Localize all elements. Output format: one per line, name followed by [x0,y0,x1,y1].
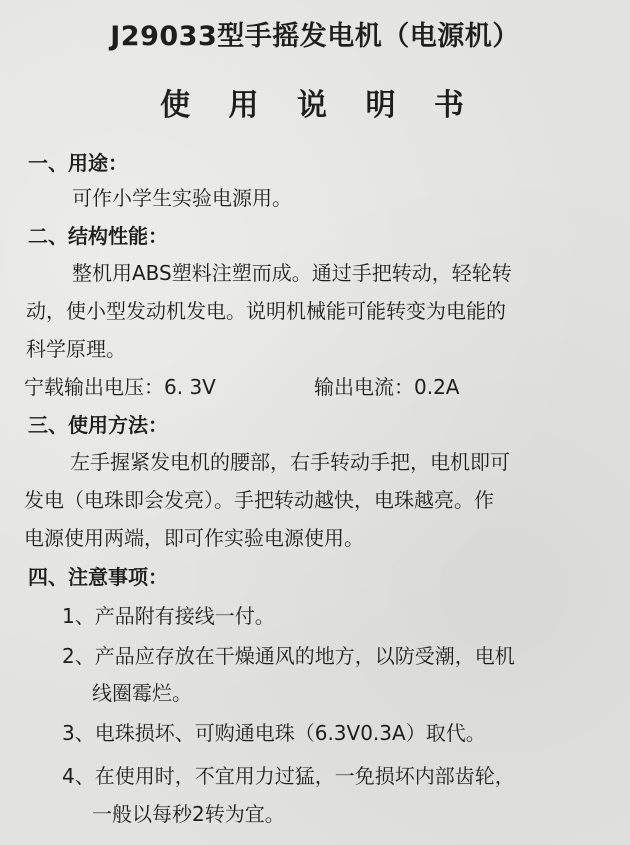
document-title: J29033型手摇发电机（电源机） [110,21,520,52]
section-heading-usage: 三、使用方法： [28,413,168,437]
purpose-line: 可作小学生实验电源用。 [72,186,292,210]
usage-line-3: 电源使用两端，即可作实验电源使用。 [24,526,364,550]
note-item-1: 1、产品附有接线一付。 [62,604,275,628]
usage-line-2: 发电（电珠即会发亮）。手把转动越快，电珠越亮。作 [24,488,494,512]
section-heading-notes: 四、注意事项： [28,565,168,589]
structure-line-3: 科学原理。 [26,337,126,361]
section-heading-structure: 二、结构性能： [28,224,168,248]
document-subtitle: 使 用 说 明 书 [160,88,478,123]
note-item-4-cont: 一般以每秒2转为宜。 [92,802,285,826]
spec-current: 输出电流：0.2A [314,375,460,399]
structure-line-1: 整机用ABS塑料注塑而成。通过手把转动，轻轮转 [72,261,512,285]
spec-voltage: 宁载输出电压：6. 3V [24,375,216,399]
note-item-3: 3、电珠损坏、可购通电珠（6.3V0.3A）取代。 [62,721,486,745]
note-item-2: 2、产品应存放在干燥通风的地方，以防受潮，电机 [62,644,515,668]
structure-line-2: 动，使小型发动机发电。说明机械能可能转变为电能的 [26,299,506,323]
usage-line-1: 左手握紧发电机的腰部，右手转动手把，电机即可 [70,450,510,474]
note-item-2-cont: 线圈霉烂。 [92,681,192,705]
section-heading-purpose: 一、用途： [28,151,128,175]
note-item-4: 4、在使用时，不宜用力过猛，一免损坏内部齿轮， [62,764,515,788]
